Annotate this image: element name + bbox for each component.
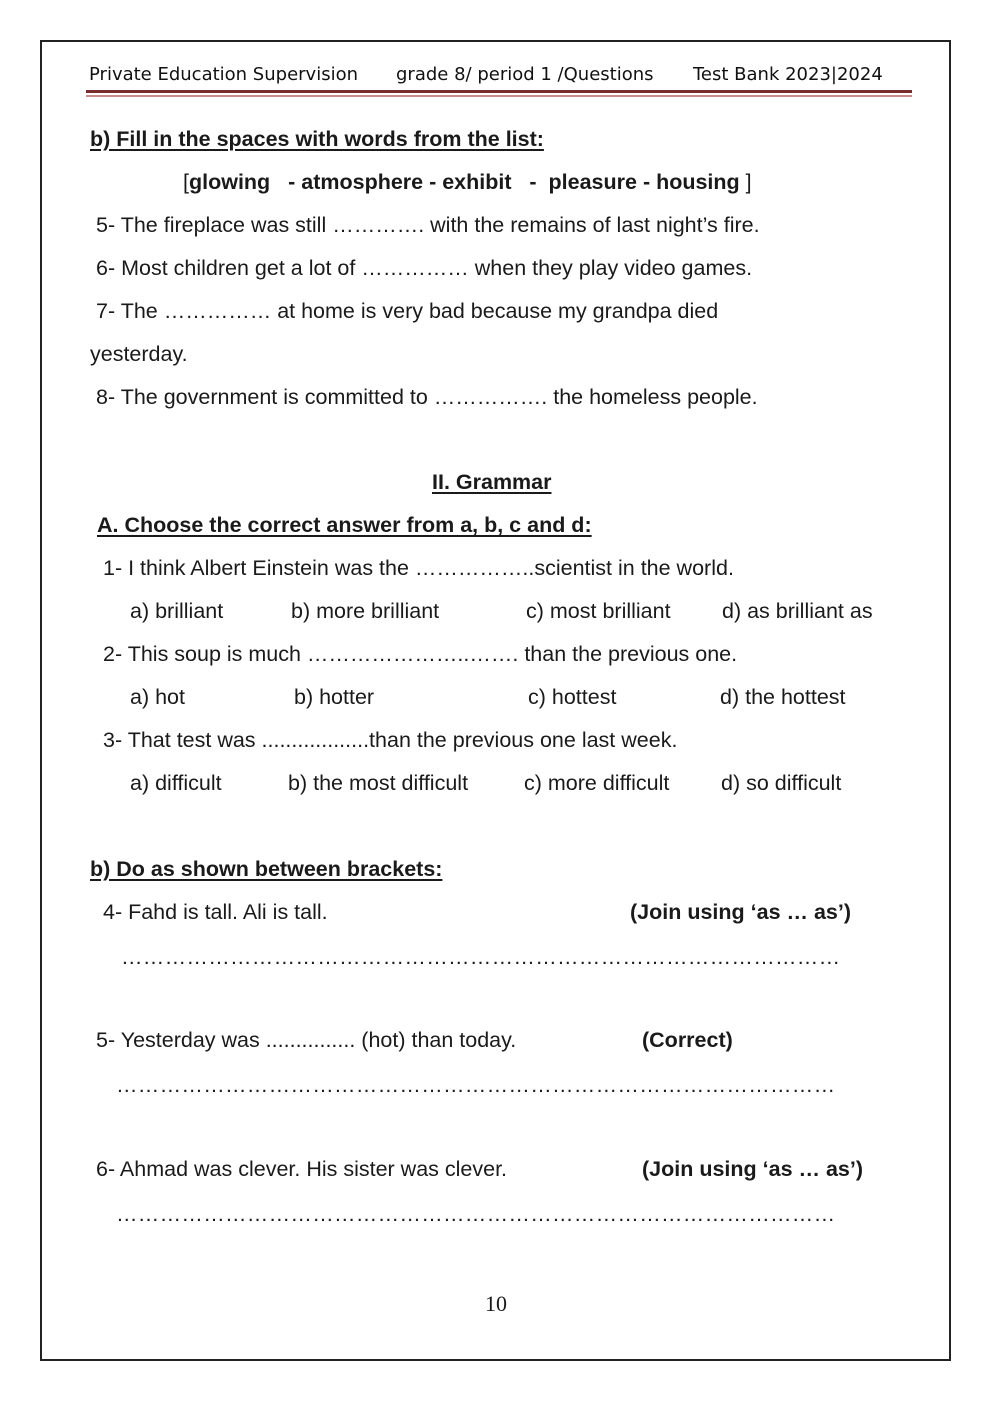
transform-question-6-instruction: (Join using ‘as … as’) <box>642 1157 864 1181</box>
vocab-heading: b) Fill in the spaces with words from the list: <box>90 127 544 151</box>
page-number: 10 <box>485 1291 507 1316</box>
transform-question-5: 5- Yesterday was ............... (hot) than today. <box>96 1028 517 1052</box>
answer-line-5[interactable]: ……………………………………………………………………………………… <box>116 1073 836 1097</box>
transform-question-5-instruction: (Correct) <box>642 1028 733 1052</box>
header-center: grade 8/ period 1 /Questions <box>396 64 654 85</box>
word-list-close: ] <box>745 170 752 194</box>
header-right: Test Bank 2023|2024 <box>693 64 883 85</box>
grammar-part-a-heading: A. Choose the correct answer from a, b, c and d: <box>97 513 592 537</box>
grammar-title: II. Grammar <box>432 470 552 494</box>
q3-option-d: d) so difficult <box>721 771 842 795</box>
word-list <box>183 169 752 195</box>
header-rule-light <box>86 95 912 97</box>
q3-option-a: a) difficult <box>130 771 222 795</box>
q2-option-a: a) hot <box>130 685 185 709</box>
q2-option-d: d) the hottest <box>720 685 846 709</box>
q3-option-b: b) the most difficult <box>288 771 469 795</box>
q1-option-a: a) brilliant <box>130 599 224 623</box>
transform-question-4: 4- Fahd is tall. Ali is tall. <box>103 900 328 924</box>
q3-option-c: c) more difficult <box>524 771 670 795</box>
vocab-question-8: 8- The government is committed to ……………. the homeless people. <box>96 385 758 409</box>
grammar-question-1: 1- I think Albert Einstein was the ……………..scientist in the world. <box>103 556 734 580</box>
grammar-question-2: 2- This soup is much …………………..……. than the previous one. <box>103 642 738 666</box>
vocab-question-7: 7- The …………… at home is very bad because my grandpa died <box>96 299 719 323</box>
vocab-question-7-cont: yesterday. <box>90 342 188 366</box>
q2-option-c: c) hottest <box>528 685 617 709</box>
word-list-open: [ <box>183 170 189 194</box>
header-rule-dark <box>86 90 912 93</box>
transform-question-6: 6- Ahmad was clever. His sister was clever. <box>96 1157 508 1181</box>
q2-option-b: b) hotter <box>294 685 375 709</box>
q1-option-b: b) more brilliant <box>291 599 440 623</box>
grammar-question-3: 3- That test was ..................than the previous one last week. <box>103 728 678 752</box>
q1-option-c: c) most brilliant <box>526 599 671 623</box>
vocab-question-5: 5- The fireplace was still …………. with the remains of last night’s fire. <box>96 213 760 237</box>
answer-line-6[interactable]: ……………………………………………………………………………………… <box>116 1202 836 1226</box>
vocab-question-6: 6- Most children get a lot of …………… when they play video games. <box>96 256 753 280</box>
word-list-words: glowing - atmosphere - exhibit - pleasure - housing <box>188 170 740 194</box>
answer-line-4[interactable]: ……………………………………………………………………………………… <box>121 945 841 969</box>
transform-question-4-instruction: (Join using ‘as … as’) <box>630 900 852 924</box>
header-left: Private Education Supervision <box>89 64 358 85</box>
grammar-part-b-heading: b) Do as shown between brackets: <box>90 857 443 881</box>
q1-option-d: d) as brilliant as <box>722 599 873 623</box>
